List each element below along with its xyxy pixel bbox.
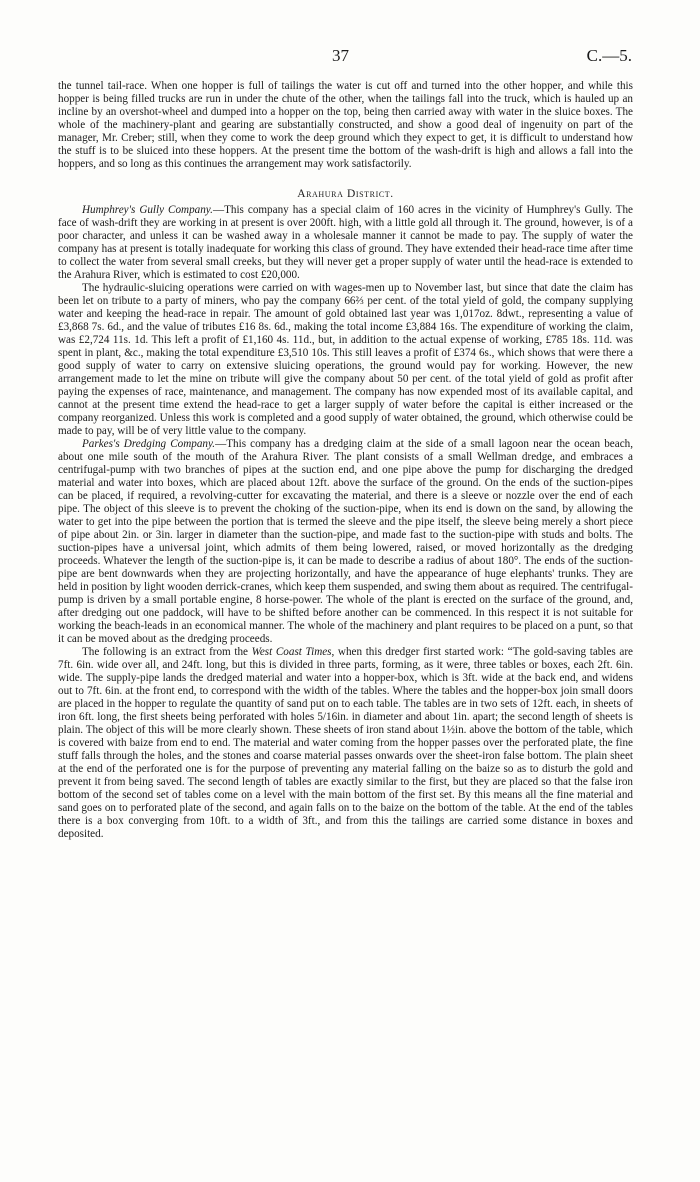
page-number: 37 <box>332 46 349 65</box>
intro-paragraph: the tunnel tail-race. When one hopper is full of tailings the water is cut off and turned into the other hopper, and while this hopper is being filled trucks are run in under the chute of the other, when the tailings fall into the truck, which is hauled up an incline by an overshot-wheel and dumped into a hopper on the top, being then carried away with water in the sluice boxes. The whole of the machinery-plant and gearing are substantially constructed, and show a good deal of ingenuity on part of the manager, Mr. Creber; still, when they come to work the deep ground which they expect to get, it is difficult to understand how the stuff is to be sluiced into these hoppers. At the present time the bottom of the wash-drift is high and allows a fall into the hoppers, and so long as this continues the arrangement may work satisfactorily. <box>58 80 633 170</box>
humphrey-paragraph-1 <box>58 204 633 282</box>
humphrey-paragraph-2: The hydraulic-sluicing operations were carried on with wages-men up to November last, but since that date the claim has been let on tribute to a party of miners, who pay the company 66⅔ per cent. of the total yield of gold, the company supplying water and keeping the head-race in repair. The amount of gold obtained last year was 1,017oz. 8dwt., representing a value of £3,868 7s. 6d., and the value of tributes £16 8s. 6d., making the total income £3,884 16s. The expenditure of working the claim, was £2,724 11s. 1d. This left a profit of £1,160 4s. 11d., but, in addition to the actual expense of working, £785 18s. 11d. was spent in plant, &c., making the total expenditure £3,510 10s. This still leaves a profit of £374 6s., which shows that were there a good supply of water to carry on extensive sluicing operations, the ground would pay for working. However, the new arrangement made to let the mine on tribute will give the company about 50 per cent. of the total yield of gold as profit after paying the expenses of race, maintenance, and management. The company has now expended most of its available capital, and cannot at the present time extend the head-race to get a larger supply of water before the capital is either increased or the company reorganized. Unless this work is completed and a good supply of water obtained, the ground, which otherwise could be made to pay, will be of very little value to the company. <box>58 282 633 437</box>
section-heading: Arahura District. <box>297 188 394 200</box>
newspaper-source: West Coast Times <box>251 646 332 658</box>
humphrey-company-title: Humphrey's Gully Company. <box>82 204 213 216</box>
parkes-paragraph-2-lead: The following is an extract from the <box>82 646 252 658</box>
page-header <box>0 46 700 68</box>
parkes-paragraph-1 <box>58 438 633 646</box>
document-reference: C.—5. <box>586 46 632 65</box>
parkes-paragraph-1-text: —This company has a dredging claim at the side of a small lagoon near the ocean beach, about one mile south of the mouth of the Arahura River. The plant consists of a small Wellman dredge, and embraces a centrifugal-pump with two branches of pipes at the suction end, and one pipe above the pump for discharging the dredged material and water into boxes, which are placed about 12ft. above the surface of the ground. On the ends of the suction-pipes can be placed, if required, a revolving-cutter for excavating the material, and there is a sleeve or nozzle over the end of each pipe. The object of this sleeve is to prevent the choking of the suction-pipe, when its end is down on the sand, by allowing the water to get into the pipe between the portion that is termed the sleeve and the pipe itself, the sleeve being merely a short piece of pipe about 2in. or 3in. larger in diameter than the suction-pipe, and made fast to the suction-pipe with studs and bolts. The suction-pipes have a universal joint, which admits of them being lowered, raised, or moved horizontally as the dredging proceeds. Whatever the length of the suction-pipe is, it can be made to describe a radius of about 180°. The ends of the suction-pipe are bent downwards when they are projecting horizontally, and have the appearance of huge elephants' trunks. They are held in position by light wooden derrick-cranes, which keep them suspended, and swing them about as required. The centrifugal-pump is driven by a small portable engine, 8 horse-power. The whole of the plant is erected on the surface of the ground, and, after dredging out one paddock, will have to be shifted before another can be commenced. In this respect it is not suitable for working the beach-leads in an economical manner. The whole of the machinery and plant requires to be placed on a punt, so that it can be moved about as the dredging proceeds. <box>58 438 633 645</box>
parkes-paragraph-2 <box>58 646 633 841</box>
parkes-company-title: Parkes's Dredging Company. <box>82 438 216 450</box>
document-body <box>58 80 633 841</box>
humphrey-paragraph-1-text: —This company has a special claim of 160 acres in the vicinity of Humphrey's Gully. The face of wash-drift they are working in at present is over 200ft. high, with a little gold all through it. The ground, however, is of a poor character, and unless it can be washed away in a wholesale manner it cannot be made to pay. The supply of water the company has at present is totally inadequate for working this class of ground. They have extended their head-race time after time to collect the water from several small creeks, but they will never get a proper supply of water until the head-race is extended to the Arahura River, which is estimated to cost £20,000. <box>58 204 633 281</box>
parkes-paragraph-2-text: , when this dredger first started work: “The gold-saving tables are 7ft. 6in. wide over all, and 24ft. long, but this is divided in three parts, forming, as it were, three tables or boxes, each 2ft. 6in. wide. The supply-pipe lands the dredged material and water into a hopper-box, which is 3ft. wide at the back end, and widens out to 7ft. 6in. at the front end, to correspond with the width of the tables. Where the tables and the hopper-box join small doors are placed in the hopper to regulate the quantity of sand put on to each table. The tables are in two sets of 12ft. each, in sheets of iron 6ft. long, the first sheets being perforated with holes 5/16in. in diameter and about 1in. apart; the second length of sheets is plain. The object of this will be more clearly shown. These sheets of iron stand about 1½in. above the bottom of the table, which is covered with baize from end to end. The material and water coming from the hopper passes over the perforated plate, the fine stuff falls through the holes, and the stones and coarse material passes onwards over the sheet-iron false bottom. The plain sheet at the end of the perforated one is for the purpose of preventing any material falling on the baize so as to disturb the gold and prevent it from being saved. The second length of tables are exactly similar to the first, but they are placed so that the false iron bottom of the second set of tables come on a level with the main bottom of the first set. By this means all the fine material and sand goes on to perforated plate of the second, and again falls on to the baize on the bottom of the table. At the end of the tables there is a box converging from 10ft. to a width of 3ft., and from this the tailings are carried some distance in boxes and deposited. <box>58 646 633 840</box>
